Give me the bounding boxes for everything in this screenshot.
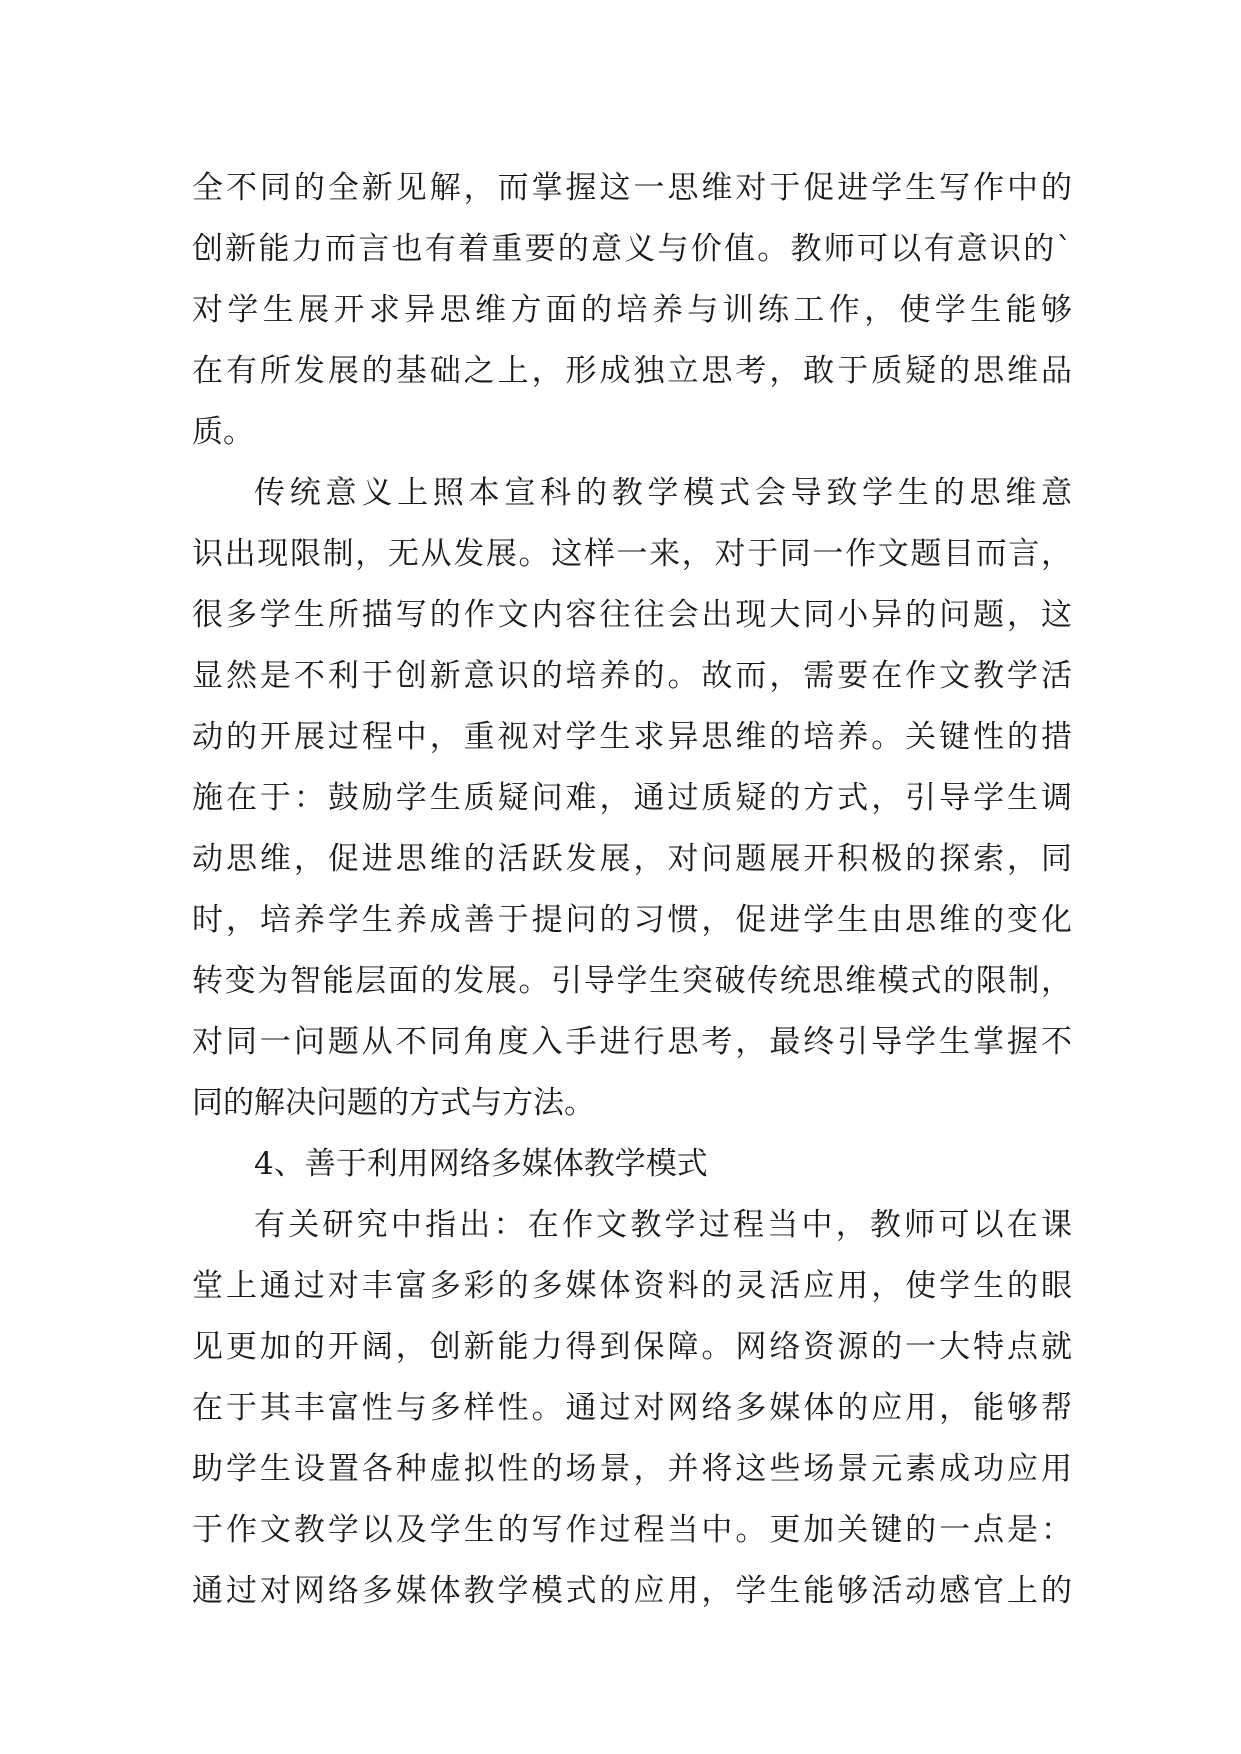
text-line: 创新能力而言也有着重要的意义与价值。教师可以有意识的` bbox=[192, 231, 1072, 267]
text-line: 施在于：鼓励学生质疑问难，通过质疑的方式，引导学生调 bbox=[192, 780, 1072, 816]
text-line: 识出现限制，无从发展。这样一来，对于同一作文题目而言， bbox=[192, 536, 1072, 572]
text-line: 很多学生所描写的作文内容往往会出现大同小异的问题，这 bbox=[192, 597, 1072, 633]
text-line: 时，培养学生养成善于提问的习惯，促进学生由思维的变化 bbox=[192, 902, 1072, 938]
text-line: 质。 bbox=[192, 414, 254, 450]
text-line: 显然是不利于创新意识的培养的。故而，需要在作文教学活 bbox=[192, 658, 1072, 694]
body-text bbox=[192, 158, 1072, 1622]
text-line: 在于其丰富性与多样性。通过对网络多媒体的应用，能够帮 bbox=[192, 1390, 1072, 1426]
text-line: 于作文教学以及学生的写作过程当中。更加关键的一点是： bbox=[192, 1512, 1072, 1548]
text-line: 对同一问题从不同角度入手进行思考，最终引导学生掌握不 bbox=[192, 1024, 1072, 1060]
text-line: 全不同的全新见解，而掌握这一思维对于促进学生写作中的 bbox=[192, 170, 1072, 206]
text-line: 有关研究中指出：在作文教学过程当中，教师可以在课 bbox=[254, 1207, 1072, 1243]
text-line: 堂上通过对丰富多彩的多媒体资料的灵活应用，使学生的眼 bbox=[192, 1268, 1072, 1304]
text-line: 传统意义上照本宣科的教学模式会导致学生的思维意 bbox=[254, 475, 1072, 511]
text-line: 助学生设置各种虚拟性的场景，并将这些场景元素成功应用 bbox=[192, 1451, 1072, 1487]
text-line: 对学生展开求异思维方面的培养与训练工作，使学生能够 bbox=[192, 292, 1072, 328]
text-line: 4、善于利用网络多媒体教学模式 bbox=[254, 1146, 708, 1182]
text-line: 动思维，促进思维的活跃发展，对问题展开积极的探索，同 bbox=[192, 841, 1072, 877]
text-line: 转变为智能层面的发展。引导学生突破传统思维模式的限制， bbox=[192, 963, 1072, 999]
text-line: 动的开展过程中，重视对学生求异思维的培养。关键性的措 bbox=[192, 719, 1072, 755]
text-line: 同的解决问题的方式与方法。 bbox=[192, 1085, 595, 1121]
text-line: 见更加的开阔，创新能力得到保障。网络资源的一大特点就 bbox=[192, 1329, 1072, 1365]
text-line: 通过对网络多媒体教学模式的应用，学生能够活动感官上的 bbox=[192, 1573, 1072, 1609]
text-line: 在有所发展的基础之上，形成独立思考，敢于质疑的思维品 bbox=[192, 353, 1072, 389]
